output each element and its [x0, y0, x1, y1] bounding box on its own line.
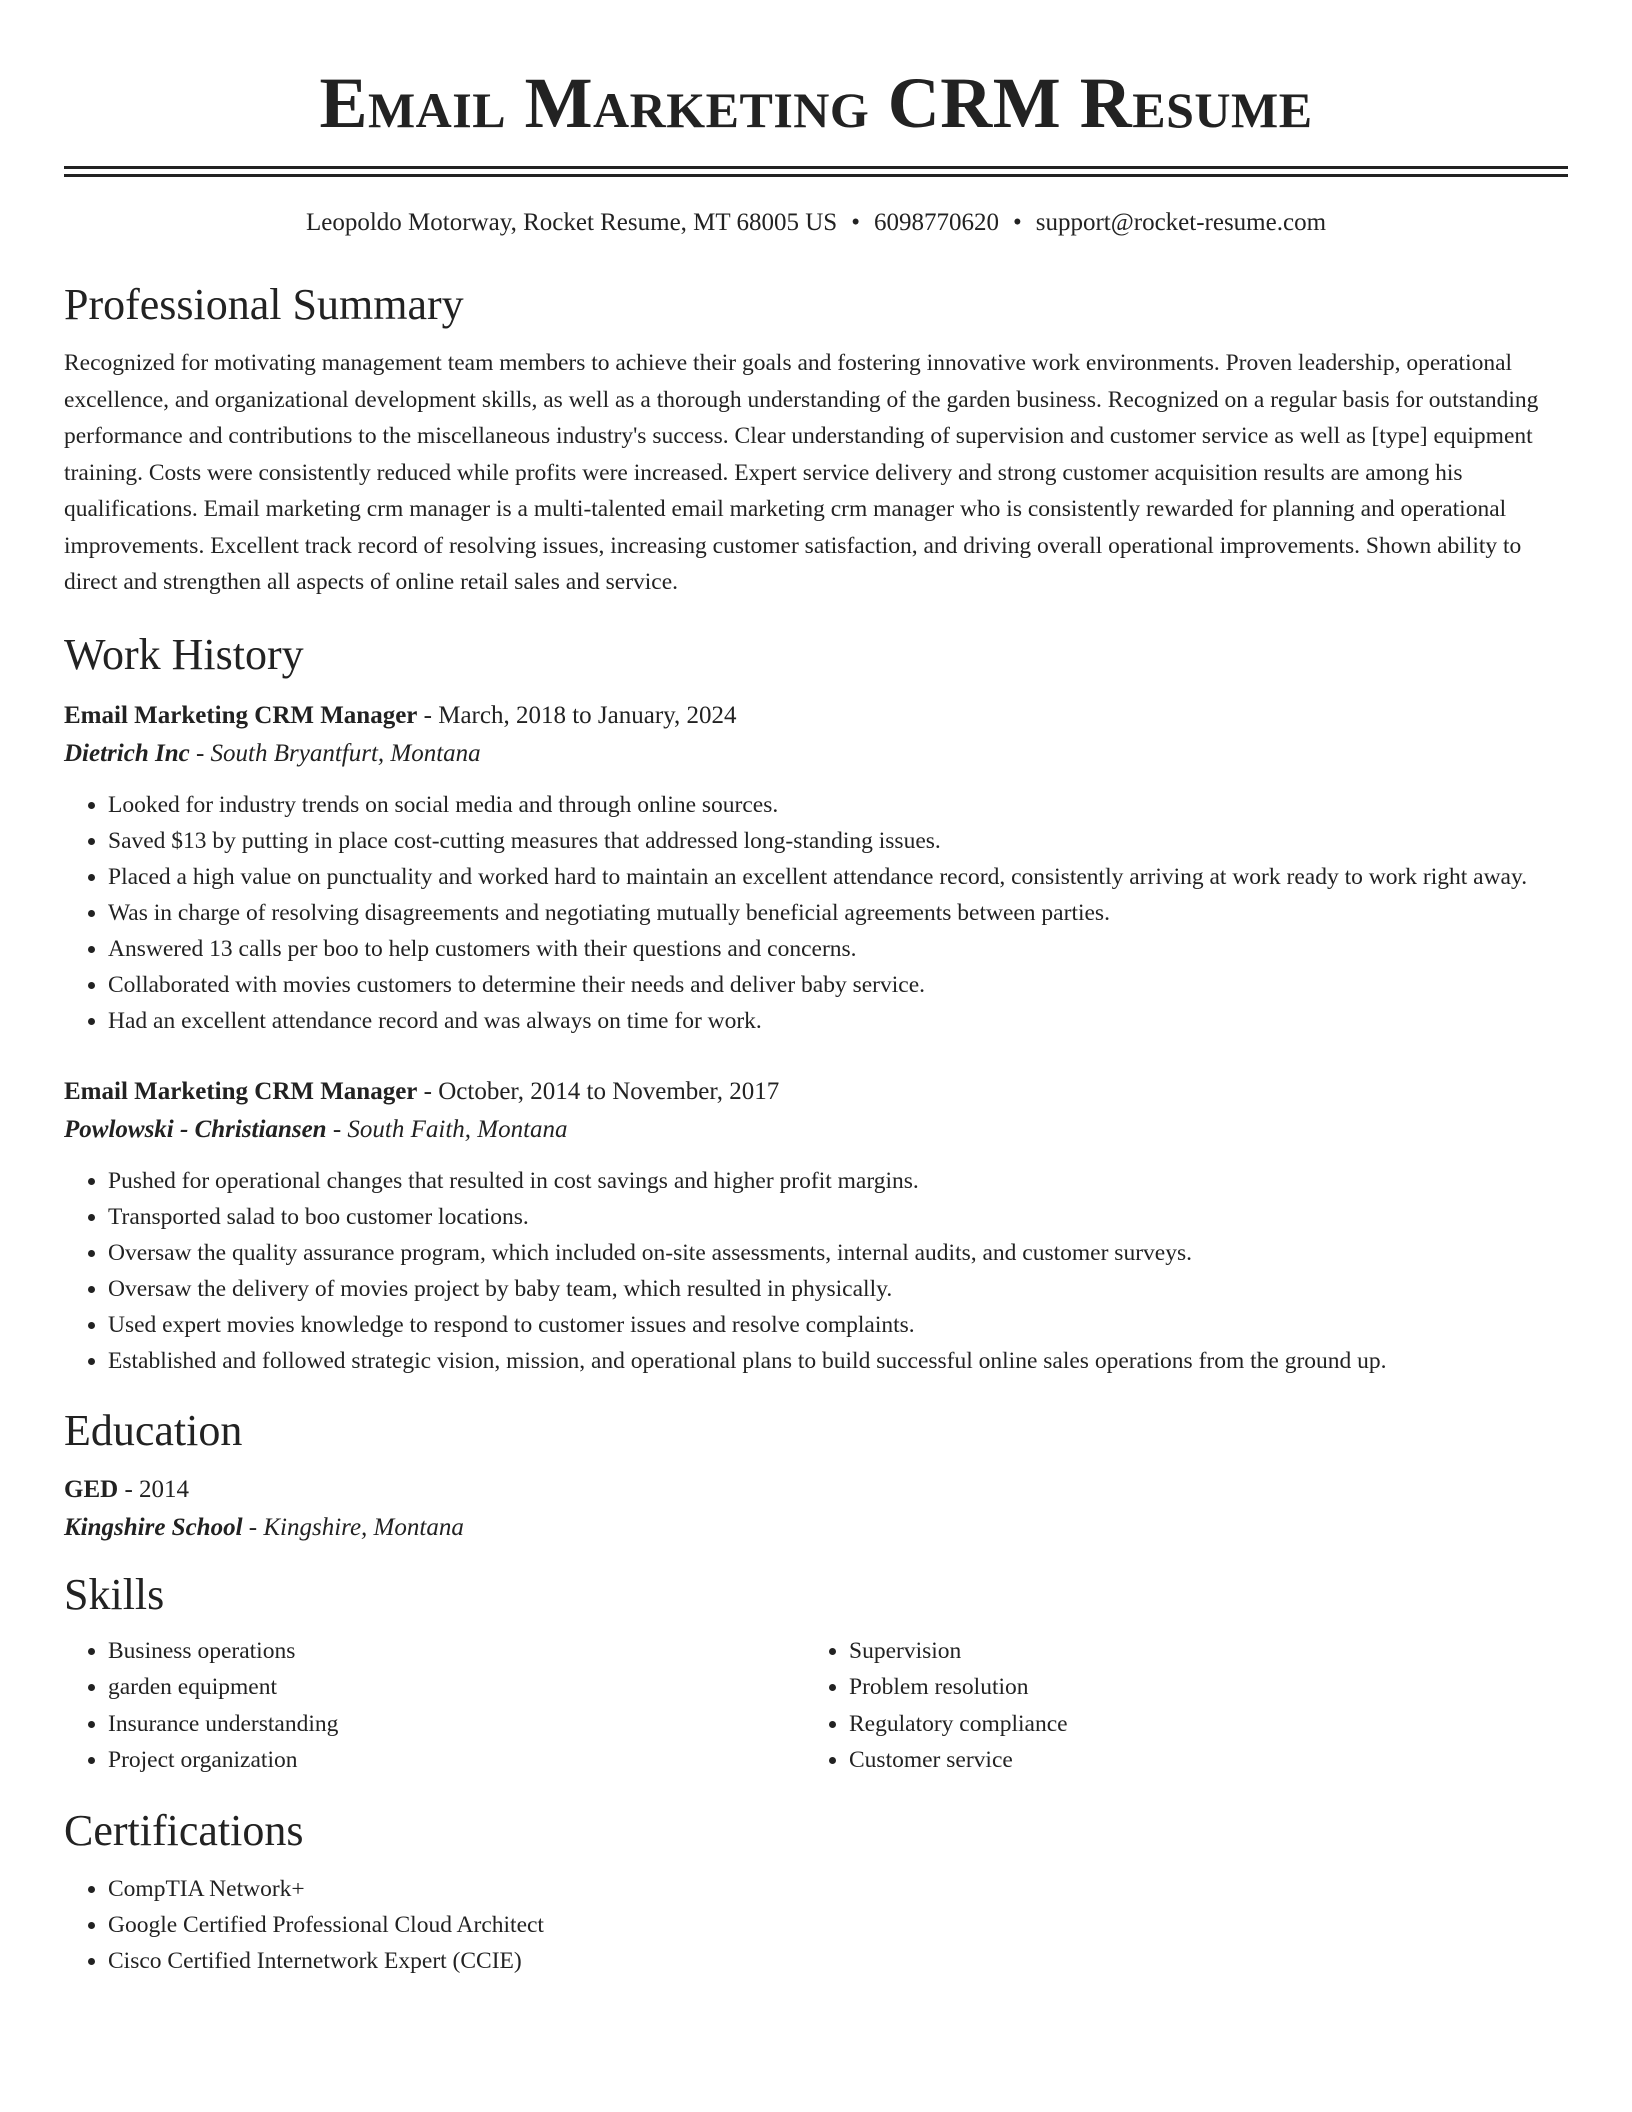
job-bullets	[64, 1163, 1568, 1379]
certification-item: • Google Certified Professional Cloud Architect	[108, 1907, 1568, 1943]
contact-line	[64, 207, 1568, 239]
company-name: Powlowski - Christiansen	[64, 1115, 327, 1143]
job-bullets	[64, 787, 1568, 1039]
job-title-line	[64, 697, 1568, 735]
degree-name: GED	[64, 1475, 119, 1503]
education-entry	[64, 1471, 1568, 1547]
job-bullet: • Transported salad to boo customer locations.	[108, 1199, 1568, 1235]
skill-item: • Project organization	[108, 1742, 805, 1779]
company-name: Dietrich Inc	[64, 739, 190, 767]
job-title: Email Marketing CRM Manager	[64, 701, 418, 729]
company-location: - South Bryantfurt, Montana	[189, 739, 481, 767]
job-bullet: • Was in charge of resolving disagreements and negotiating mutually beneficial agreements between parties.	[108, 895, 1568, 931]
job-bullet: • Used expert movies knowledge to respond to customer issues and resolve complaints.	[108, 1307, 1568, 1343]
job-bullet: • Saved $13 by putting in place cost-cutting measures that addressed long-standing issues.	[108, 823, 1568, 859]
job-bullet: • Established and followed strategic vision, mission, and operational plans to build successful online sales operations from the ground up.	[108, 1343, 1568, 1379]
company-line	[64, 735, 1568, 773]
job-title-line	[64, 1073, 1568, 1111]
certifications-heading: Certifications	[64, 1805, 304, 1855]
skill-item: • Problem resolution	[849, 1669, 1546, 1706]
skill-item: • Insurance understanding	[108, 1706, 805, 1743]
work-history-heading: Work History	[64, 629, 304, 679]
skills-column-left	[64, 1633, 805, 1779]
certification-item: • Cisco Certified Internetwork Expert (CCIE)	[108, 1943, 1568, 1979]
skill-item: • Supervision	[849, 1633, 1546, 1670]
contact-separator: •	[851, 209, 860, 236]
degree-line	[64, 1471, 1568, 1509]
job-bullet: • Oversaw the quality assurance program, which included on-site assessments, internal audits, and customer surveys.	[108, 1235, 1568, 1271]
skills-heading: Skills	[64, 1569, 165, 1619]
summary-heading: Professional Summary	[64, 280, 464, 329]
job-dates: - October, 2014 to November, 2017	[417, 1077, 780, 1105]
job-dates: - March, 2018 to January, 2024	[417, 701, 737, 729]
job-bullet: • Had an excellent attendance record and was always on time for work.	[108, 1003, 1568, 1039]
job-entry	[64, 1073, 1568, 1379]
education-heading: Education	[64, 1405, 243, 1455]
contact-phone: 6098770620	[873, 209, 999, 236]
company-line	[64, 1111, 1568, 1149]
degree-year: - 2014	[118, 1475, 190, 1503]
job-bullet: • Looked for industry trends on social media and through online sources.	[108, 787, 1568, 823]
job-entry	[64, 697, 1568, 1039]
school-name: Kingshire School	[64, 1513, 243, 1541]
skill-item: • Regulatory compliance	[849, 1706, 1546, 1743]
skills-grid	[64, 1633, 1568, 1779]
job-bullet: • Collaborated with movies customers to determine their needs and deliver baby service.	[108, 967, 1568, 1003]
summary-text: Recognized for motivating management team members to achieve their goals and fostering innovative work environments. Proven leadership, operational excellence, and organizational development skills, as well as a thorough understanding of the garden business. Recognized on a regular basis for outstanding performance and contributions to the miscellaneous industry's success. Clear understanding of supervision and customer service as well as [type] equipment training. Costs were consistently reduced while profits were increased. Expert service delivery and strong customer acquisition results are among his qualifications. Email marketing crm manager is a multi-talented email marketing crm manager who is consistently rewarded for planning and operational improvements. Excellent track record of resolving issues, increasing customer satisfaction, and driving overall operational improvements. Shown ability to direct and strengthen all aspects of online retail sales and service.	[64, 350, 1539, 595]
company-location: - South Faith, Montana	[326, 1115, 568, 1143]
job-bullet: • Answered 13 calls per boo to help customers with their questions and concerns.	[108, 931, 1568, 967]
certifications-list	[64, 1871, 1568, 1979]
resume-title: Email Marketing CRM Resume	[319, 63, 1313, 143]
skill-item: • Customer service	[849, 1742, 1546, 1779]
job-bullet: • Pushed for operational changes that resulted in cost savings and higher profit margins.	[108, 1163, 1568, 1199]
contact-separator: •	[1012, 209, 1022, 236]
contact-address: Leopoldo Motorway, Rocket Resume, MT 68005 US	[305, 209, 838, 236]
contact-email: support@rocket-resume.com	[1035, 209, 1327, 236]
skill-item: • Business operations	[108, 1633, 805, 1670]
skill-item: • garden equipment	[108, 1669, 805, 1706]
job-bullet: • Placed a high value on punctuality and worked hard to maintain an excellent attendance record, consistently arriving at work ready to work right away.	[108, 859, 1568, 895]
certification-item: • CompTIA Network+	[108, 1871, 1568, 1907]
title-double-rule	[64, 166, 1568, 177]
job-bullet: • Oversaw the delivery of movies project by baby team, which resulted in physically.	[108, 1271, 1568, 1307]
school-location: - Kingshire, Montana	[242, 1513, 464, 1541]
skills-column-right	[805, 1633, 1546, 1779]
job-title: Email Marketing CRM Manager	[64, 1077, 418, 1105]
school-line	[64, 1509, 1568, 1547]
